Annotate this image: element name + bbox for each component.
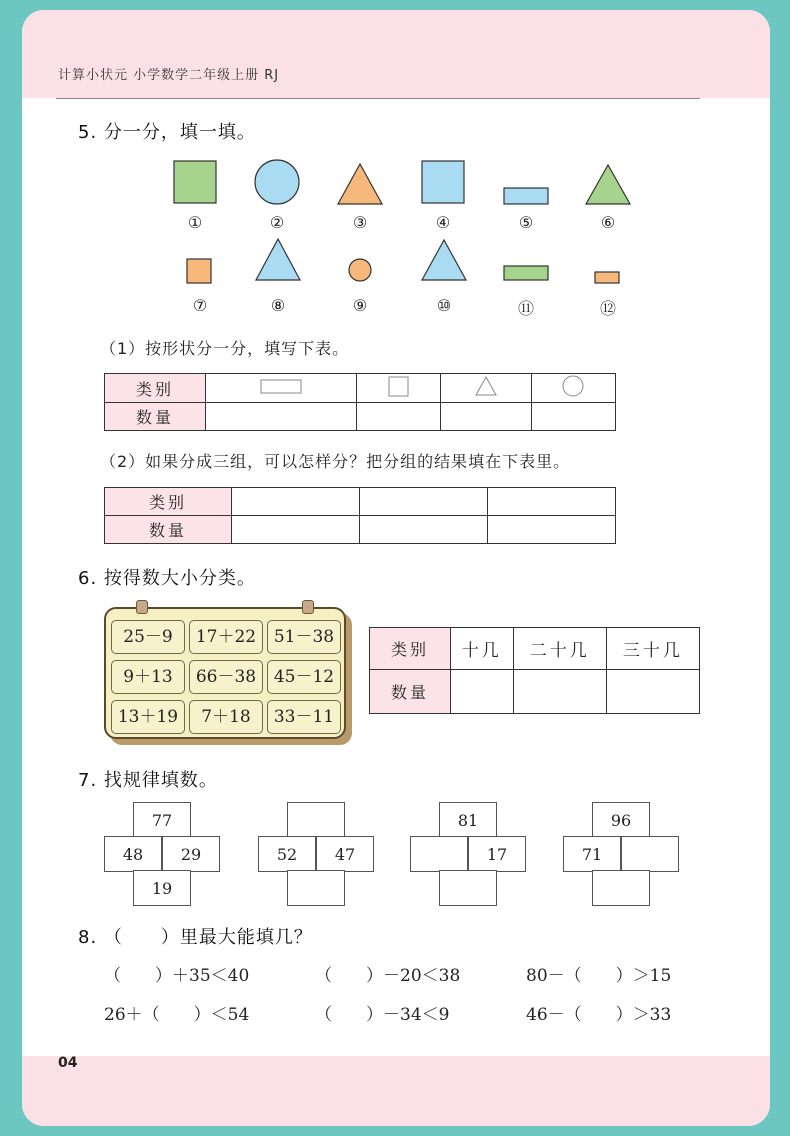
shape-label-6: ⑥ [600, 213, 616, 232]
pattern-1-right[interactable]: 29 [162, 836, 220, 872]
expression-card: 7＋18 [189, 700, 263, 734]
expression-card: 45－12 [267, 660, 341, 694]
expression-card: 13＋19 [111, 700, 185, 734]
footer-band [22, 1056, 770, 1126]
sort-col-thirties: 三十几 [606, 628, 699, 670]
answer-cell[interactable] [451, 670, 514, 714]
answer-cell[interactable] [513, 670, 606, 714]
expression-card: 25－9 [111, 620, 185, 654]
board-peg [136, 600, 148, 614]
group-table [104, 487, 616, 544]
pattern-3-bottom[interactable] [439, 870, 497, 906]
shape-table-square-header [357, 374, 441, 403]
answer-cell[interactable] [232, 516, 360, 544]
answer-cell[interactable] [232, 488, 360, 516]
shape-11-rectangle [504, 266, 548, 280]
pattern-1-left[interactable]: 48 [104, 836, 162, 872]
answer-cell[interactable] [206, 403, 357, 431]
answer-cell[interactable] [360, 516, 488, 544]
pattern-4-left[interactable]: 71 [563, 836, 621, 872]
shape-label-10: ⑩ [436, 296, 452, 315]
page-number: 04 [58, 1055, 78, 1071]
shape-label-3: ③ [352, 213, 368, 232]
q5-part1: （1）按形状分一分，填写下表。 [100, 339, 350, 358]
result-sort-table [369, 627, 700, 714]
q8-title: 8. （ ）里最大能填几？ [78, 927, 313, 948]
q6-title: 6. 按得数大小分类。 [78, 568, 256, 589]
shape-table-quantity-label: 数量 [105, 403, 206, 431]
pattern-1-bottom[interactable]: 19 [133, 870, 191, 906]
q5-shapes [160, 155, 640, 315]
shape-label-2: ② [269, 213, 285, 232]
shape-table-triangle-header [441, 374, 532, 403]
q5-title: 5. 分一分，填一填。 [78, 122, 256, 143]
inequality-2[interactable]: （ ）－20＜38 [315, 966, 461, 986]
shape-9-circle [349, 259, 371, 281]
inequality-6[interactable]: 46－（ ）＞33 [526, 1005, 672, 1025]
pattern-2-right[interactable]: 47 [316, 836, 374, 872]
inequality-3[interactable]: 80－（ ）＞15 [526, 966, 672, 986]
header-divider [56, 98, 700, 99]
q7-title: 7. 找规律填数。 [78, 770, 218, 791]
shape-4-square [422, 161, 464, 203]
shape-label-12: ⑫ [599, 299, 616, 318]
answer-cell[interactable] [606, 670, 699, 714]
shape-label-5: ⑤ [518, 213, 534, 232]
q5-part2: （2）如果分成三组，可以怎样分？把分组的结果填在下表里。 [100, 452, 571, 471]
answer-cell[interactable] [360, 488, 488, 516]
answer-cell[interactable] [441, 403, 532, 431]
answer-cell[interactable] [357, 403, 441, 431]
pattern-4-bottom[interactable] [592, 870, 650, 906]
shape-10-triangle [422, 240, 466, 280]
answer-cell[interactable] [488, 488, 616, 516]
pattern-2-bottom[interactable] [287, 870, 345, 906]
group-table-category-label: 类别 [105, 488, 232, 516]
square-icon [387, 375, 411, 397]
answer-cell[interactable] [488, 516, 616, 544]
expression-card: 9＋13 [111, 660, 185, 694]
card-board [104, 607, 346, 739]
shape-table-rect-header [206, 374, 357, 403]
pattern-3-right[interactable]: 17 [468, 836, 526, 872]
shape-label-4: ④ [435, 213, 451, 232]
inequality-1[interactable]: （ ）＋35＜40 [104, 966, 250, 986]
sort-col-teens: 十几 [451, 628, 514, 670]
inequality-4[interactable]: 26＋（ ）＜54 [104, 1005, 250, 1025]
shape-3-triangle [338, 164, 382, 204]
shape-label-11: ⑪ [517, 299, 534, 318]
pattern-1-top[interactable]: 77 [133, 802, 191, 838]
shape-table [104, 373, 616, 431]
expression-card: 51－38 [267, 620, 341, 654]
shape-table-category-label: 类别 [105, 374, 206, 403]
shape-5-rectangle [504, 188, 548, 204]
pattern-2-top[interactable] [287, 802, 345, 838]
book-title: 计算小状元 小学数学二年级上册 RJ [58, 68, 280, 83]
group-table-quantity-label: 数量 [105, 516, 232, 544]
triangle-icon [473, 375, 499, 397]
shape-1-square [174, 161, 216, 203]
shape-6-triangle [586, 165, 630, 204]
shape-table-circle-header [531, 374, 615, 403]
sort-table-category-label: 类别 [370, 628, 451, 670]
shape-7-square [187, 259, 211, 283]
circle-icon [561, 374, 585, 398]
inequality-5[interactable]: （ ）－34＜9 [315, 1005, 450, 1025]
shape-label-7: ⑦ [192, 296, 208, 315]
shape-label-8: ⑧ [270, 296, 286, 315]
pattern-3-left[interactable] [410, 836, 468, 872]
shape-2-circle [255, 160, 299, 204]
header-band [22, 10, 770, 98]
answer-cell[interactable] [531, 403, 615, 431]
shape-label-1: ① [187, 213, 203, 232]
pattern-4-top[interactable]: 96 [592, 802, 650, 838]
expression-card: 33－11 [267, 700, 341, 734]
shape-12-rectangle [595, 272, 619, 283]
pattern-3-top[interactable]: 81 [439, 802, 497, 838]
expression-card: 17＋22 [189, 620, 263, 654]
expression-card: 66－38 [189, 660, 263, 694]
shape-8-triangle [256, 239, 300, 280]
pattern-4-right[interactable] [621, 836, 679, 872]
pattern-2-left[interactable]: 52 [258, 836, 316, 872]
rectangle-icon [259, 376, 303, 396]
sort-table-quantity-label: 数量 [370, 670, 451, 714]
board-peg [302, 600, 314, 614]
sort-col-twenties: 二十几 [513, 628, 606, 670]
shape-label-9: ⑨ [352, 296, 368, 315]
